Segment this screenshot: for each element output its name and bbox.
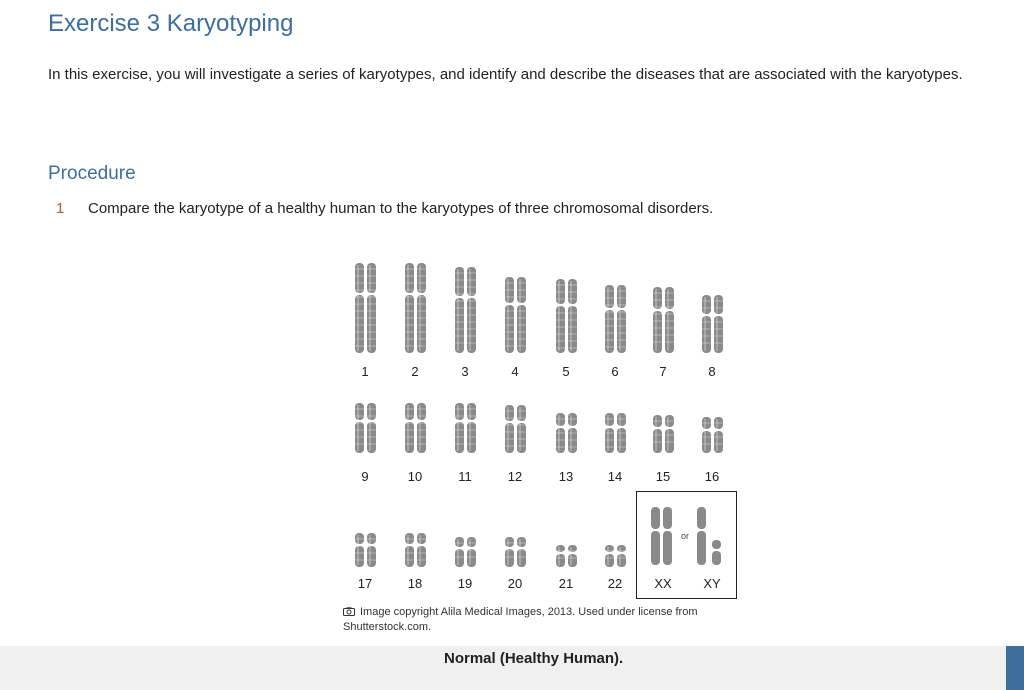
chromosome-pair-12	[505, 405, 526, 458]
chromosome-label-5: 5	[562, 364, 570, 379]
camera-icon	[343, 607, 355, 616]
chromosome-2-graphic	[405, 263, 426, 353]
chromosome-label-20: 20	[507, 576, 523, 591]
scrollbar-thumb[interactable]	[1006, 646, 1024, 690]
figure-caption: Normal (Healthy Human).	[444, 650, 624, 667]
exercise-title: Exercise 3 Karyotyping	[48, 10, 294, 37]
chromosome-20-graphic	[505, 537, 526, 567]
image-credit	[343, 605, 718, 635]
chromosome-label-13: 13	[558, 469, 574, 484]
chromosome-pair-21	[556, 545, 577, 572]
chromosome-pair-8	[702, 295, 723, 358]
sex-chromosome-box	[636, 491, 737, 599]
chromosome-18-graphic	[405, 533, 426, 567]
chromosome-8-graphic	[702, 295, 723, 353]
chromosome-label-8: 8	[708, 364, 716, 379]
intro-paragraph: In this exercise, you will investigate a series of karyotypes, and identify and describe the diseases that are associated with the karyotypes.	[48, 66, 963, 83]
chromosome-19-graphic	[455, 537, 476, 567]
step-number: 1	[56, 200, 65, 217]
chromosome-9-graphic	[355, 403, 376, 453]
chromosome-pair-3	[455, 267, 476, 358]
chromosome-pair-22	[605, 545, 626, 572]
chromosome-label-18: 18	[407, 576, 423, 591]
chromosome-3-graphic	[455, 267, 476, 353]
chromosome-label-16: 16	[704, 469, 720, 484]
chromosome-label-3: 3	[461, 364, 469, 379]
chromosome-label-4: 4	[511, 364, 519, 379]
chromosome-pair-15	[653, 415, 674, 458]
chromosome-label-12: 12	[507, 469, 523, 484]
chromosome-11-graphic	[455, 403, 476, 453]
chromosome-10-graphic	[405, 403, 426, 453]
or-label: or	[681, 531, 690, 541]
chromosome-4-graphic	[505, 277, 526, 353]
chromosome-14-graphic	[605, 413, 626, 453]
chromosome-pair-9	[355, 403, 376, 458]
chromosome-pair-2	[405, 263, 426, 358]
chromosome-pair-14	[605, 413, 626, 458]
chromosome-pair-17	[355, 533, 376, 572]
chromosome-pair-18	[405, 533, 426, 572]
chromosome-5-graphic	[556, 279, 577, 353]
chromosome-label-21: 21	[558, 576, 574, 591]
chromosome-label-17: 17	[357, 576, 373, 591]
step-text: Compare the karyotype of a healthy human to the karyotypes of three chromosomal disorders.	[88, 200, 714, 217]
chromosome-label-14: 14	[607, 469, 623, 484]
chromosome-label-10: 10	[407, 469, 423, 484]
chromosome-13-graphic	[556, 413, 577, 453]
chromosome-pair-10	[405, 403, 426, 458]
chromosome-pair-6	[605, 285, 626, 358]
chromosome-pair-1	[355, 263, 376, 358]
chromosome-17-graphic	[355, 533, 376, 567]
chromosome-label-19: 19	[457, 576, 473, 591]
chromosome-label-XY: XY	[703, 576, 721, 591]
chromosome-pair-4	[505, 277, 526, 358]
procedure-step	[56, 200, 713, 217]
chromosome-label-2: 2	[411, 364, 419, 379]
chromosome-pair-16	[702, 417, 723, 458]
chromosome-pair-19	[455, 537, 476, 572]
chromosome-21-graphic	[556, 545, 577, 567]
chromosome-1-graphic	[355, 263, 376, 353]
procedure-heading: Procedure	[48, 163, 136, 184]
chromosome-label-XX: XX	[654, 576, 672, 591]
chromosome-6-graphic	[605, 285, 626, 353]
chromosome-label-22: 22	[607, 576, 623, 591]
chromosome-15-graphic	[653, 415, 674, 453]
chromosome-7-graphic	[653, 287, 674, 353]
chromosome-label-7: 7	[659, 364, 667, 379]
chromosome-pair-5	[556, 279, 577, 358]
chromosome-label-11: 11	[458, 469, 472, 484]
chromosome-16-graphic	[702, 417, 723, 453]
chromosome-pair-13	[556, 413, 577, 458]
chromosome-label-9: 9	[361, 469, 369, 484]
chromosome-pair-20	[505, 537, 526, 572]
chromosome-22-graphic	[605, 545, 626, 567]
chromosome-pair-7	[653, 287, 674, 358]
chromosome-label-1: 1	[361, 364, 369, 379]
chromosome-12-graphic	[505, 405, 526, 453]
chromosome-label-15: 15	[655, 469, 671, 484]
credit-text: Image copyright Alila Medical Images, 2013. Used under license from Shutterstock.com.	[343, 606, 698, 633]
chromosome-label-6: 6	[611, 364, 619, 379]
chromosome-pair-11	[455, 403, 476, 458]
